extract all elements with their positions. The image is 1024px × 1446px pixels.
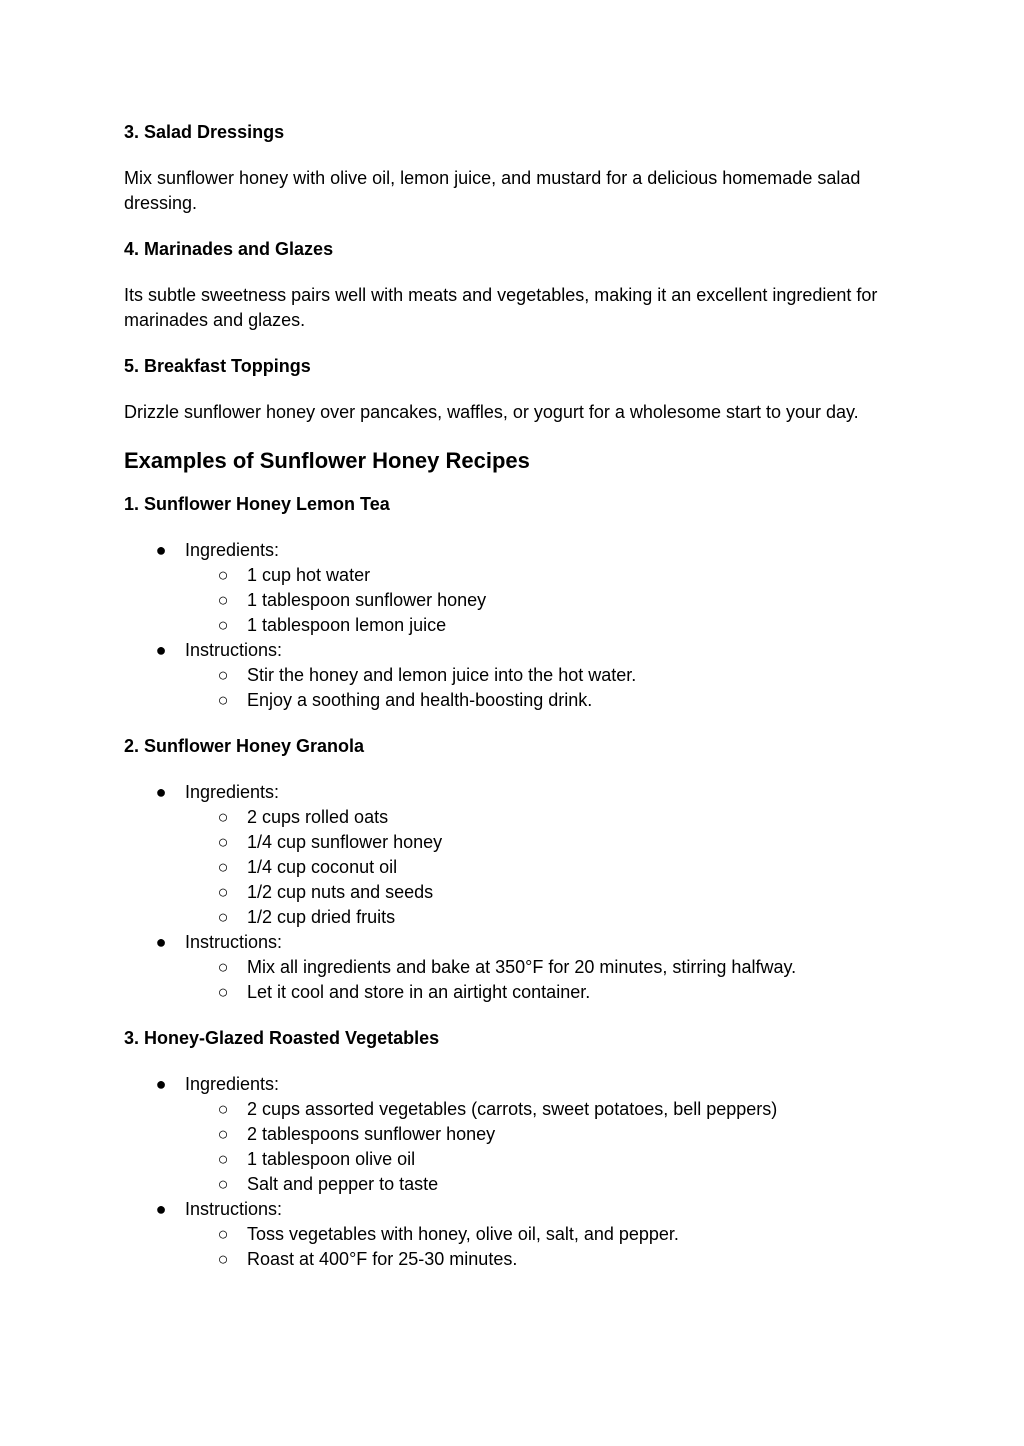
bullet-icon: ●: [155, 1199, 167, 1219]
instruction-step: [185, 663, 914, 688]
ingredient-item: [185, 805, 914, 830]
instructions-label: Instructions:: [185, 932, 283, 952]
hollow-bullet-icon: ○: [217, 1249, 229, 1269]
ingredient-item-text: 2 tablespoons sunflower honey: [247, 1124, 496, 1144]
ingredient-item-text: 1 cup hot water: [247, 565, 371, 585]
use-heading-salad-dressings: 3. Salad Dressings: [124, 122, 285, 142]
instruction-step-text: Stir the honey and lemon juice into the hot water.: [247, 665, 637, 685]
ingredient-item: [185, 1122, 914, 1147]
ingredient-item-text: 1 tablespoon lemon juice: [247, 615, 447, 635]
uses-section: [124, 120, 914, 425]
instruction-step: [185, 980, 914, 1005]
use-text-breakfast: Drizzle sunflower honey over pancakes, waffles, or yogurt for a wholesome start to your day.: [124, 402, 859, 422]
ingredient-item-text: 1/4 cup coconut oil: [247, 857, 398, 877]
ingredients-list: [185, 563, 914, 638]
ingredients-label: Ingredients:: [185, 540, 280, 560]
instruction-step: [185, 955, 914, 980]
ingredient-item: [185, 855, 914, 880]
recipe-details-list: [124, 538, 914, 713]
recipes-list: [124, 492, 914, 1272]
ingredients-group: [124, 1072, 914, 1197]
ingredient-item-text: 1 tablespoon olive oil: [247, 1149, 416, 1169]
hollow-bullet-icon: ○: [217, 665, 229, 685]
ingredient-item-text: 1/4 cup sunflower honey: [247, 832, 443, 852]
hollow-bullet-icon: ○: [217, 807, 229, 827]
instruction-step-text: Let it cool and store in an airtight container.: [247, 982, 591, 1002]
hollow-bullet-icon: ○: [217, 1149, 229, 1169]
hollow-bullet-icon: ○: [217, 857, 229, 877]
ingredient-item-text: 1/2 cup nuts and seeds: [247, 882, 434, 902]
ingredient-item: [185, 830, 914, 855]
instructions-group: [124, 638, 914, 713]
recipe-title: 3. Honey-Glazed Roasted Vegetables: [124, 1028, 440, 1048]
hollow-bullet-icon: ○: [217, 690, 229, 710]
instructions-group: [124, 1197, 914, 1272]
ingredients-label: Ingredients:: [185, 1074, 280, 1094]
ingredient-item: [185, 905, 914, 930]
instructions-label: Instructions:: [185, 640, 283, 660]
ingredient-item-text: 2 cups assorted vegetables (carrots, sweet potatoes, bell peppers): [247, 1099, 778, 1119]
hollow-bullet-icon: ○: [217, 1099, 229, 1119]
ingredient-item: [185, 1147, 914, 1172]
instruction-step: [185, 1247, 914, 1272]
instructions-list: [185, 955, 914, 1005]
ingredient-item-text: Salt and pepper to taste: [247, 1174, 439, 1194]
ingredient-item: [185, 563, 914, 588]
ingredients-label: Ingredients:: [185, 782, 280, 802]
ingredients-group: [124, 780, 914, 930]
ingredient-item: [185, 880, 914, 905]
recipe-title: 2. Sunflower Honey Granola: [124, 736, 365, 756]
instruction-step-text: Roast at 400°F for 25-30 minutes.: [247, 1249, 518, 1269]
hollow-bullet-icon: ○: [217, 832, 229, 852]
hollow-bullet-icon: ○: [217, 907, 229, 927]
instruction-step: [185, 1222, 914, 1247]
ingredient-item: [185, 1172, 914, 1197]
ingredient-item-text: 2 cups rolled oats: [247, 807, 389, 827]
hollow-bullet-icon: ○: [217, 590, 229, 610]
ingredient-item: [185, 1097, 914, 1122]
ingredients-list: [185, 1097, 914, 1197]
hollow-bullet-icon: ○: [217, 1224, 229, 1244]
hollow-bullet-icon: ○: [217, 565, 229, 585]
recipe-details-list: [124, 1072, 914, 1272]
ingredient-item: [185, 613, 914, 638]
document-page: [124, 120, 914, 1293]
instructions-list: [185, 663, 914, 713]
bullet-icon: ●: [155, 782, 167, 802]
instruction-step-text: Enjoy a soothing and health-boosting drink.: [247, 690, 593, 710]
ingredient-item: [185, 588, 914, 613]
instructions-group: [124, 930, 914, 1005]
recipe-details-list: [124, 780, 914, 1005]
hollow-bullet-icon: ○: [217, 1174, 229, 1194]
use-heading-marinades: 4. Marinades and Glazes: [124, 239, 334, 259]
ingredient-item-text: 1 tablespoon sunflower honey: [247, 590, 487, 610]
instructions-label: Instructions:: [185, 1199, 283, 1219]
recipe-title: 1. Sunflower Honey Lemon Tea: [124, 494, 390, 514]
examples-heading: Examples of Sunflower Honey Recipes: [124, 448, 530, 473]
bullet-icon: ●: [155, 540, 167, 560]
bullet-icon: ●: [155, 640, 167, 660]
bullet-icon: ●: [155, 1074, 167, 1094]
hollow-bullet-icon: ○: [217, 957, 229, 977]
use-text-marinades: Its subtle sweetness pairs well with meats and vegetables, making it an excellent ingredient for marinades and glazes.: [124, 285, 878, 330]
instruction-step-text: Toss vegetables with honey, olive oil, salt, and pepper.: [247, 1224, 679, 1244]
hollow-bullet-icon: ○: [217, 1124, 229, 1144]
hollow-bullet-icon: ○: [217, 615, 229, 635]
ingredients-list: [185, 805, 914, 930]
instructions-list: [185, 1222, 914, 1272]
use-heading-breakfast: 5. Breakfast Toppings: [124, 356, 311, 376]
bullet-icon: ●: [155, 932, 167, 952]
ingredients-group: [124, 538, 914, 638]
instruction-step-text: Mix all ingredients and bake at 350°F for 20 minutes, stirring halfway.: [247, 957, 797, 977]
ingredient-item-text: 1/2 cup dried fruits: [247, 907, 396, 927]
hollow-bullet-icon: ○: [217, 982, 229, 1002]
instruction-step: [185, 688, 914, 713]
use-text-salad-dressings: Mix sunflower honey with olive oil, lemon juice, and mustard for a delicious homemade salad dressing.: [124, 168, 861, 213]
hollow-bullet-icon: ○: [217, 882, 229, 902]
